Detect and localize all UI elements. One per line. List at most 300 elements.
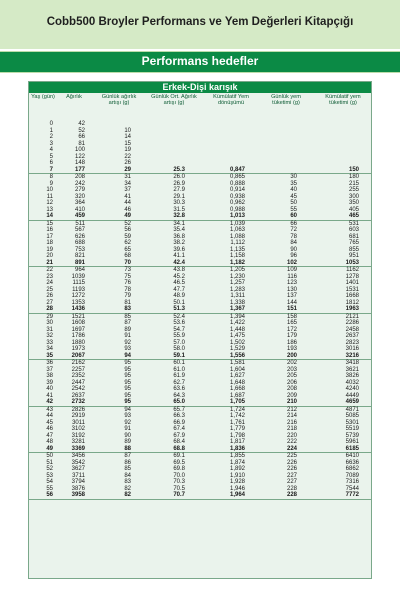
table-cell: 2257 (71, 366, 85, 373)
table-cell: 24 (46, 280, 53, 286)
table-cell: 6 (49, 160, 53, 166)
table-cell: 68.4 (173, 439, 185, 445)
table-cell: 84 (290, 240, 297, 246)
table-cell: 1039 (71, 273, 85, 280)
table-cell: 47.7 (173, 286, 185, 293)
table-cell: 122 (74, 153, 85, 160)
table-cell: 1436 (71, 306, 85, 312)
table-cell: 19 (124, 147, 131, 153)
table-cell: 66 (78, 134, 85, 140)
table-cell: 2067 (71, 352, 85, 359)
col-header-age: Yaş (gün) (31, 94, 55, 100)
table-cell: 2121 (345, 313, 359, 320)
table-cell: 1,742 (229, 413, 245, 419)
table-cell: 69.8 (173, 466, 185, 472)
table-row (29, 492, 371, 499)
table-group (29, 407, 371, 454)
table-cell: 81 (124, 299, 131, 306)
table-cell: 35 (290, 180, 297, 187)
table-cell: 90 (124, 432, 131, 439)
table-group (29, 360, 371, 407)
table-cell: 66 (290, 220, 297, 227)
table-cell: 52.4 (173, 313, 185, 320)
table-cell: 89 (124, 326, 131, 333)
table-cell: 3 (49, 140, 53, 147)
table-cell: 13 (46, 206, 53, 213)
table-cell: 6636 (345, 459, 359, 466)
table-cell: 45 (290, 193, 297, 200)
table-cell: 1608 (71, 320, 85, 326)
table-cell: 0,988 (229, 206, 245, 213)
table-cell: 212 (286, 406, 297, 413)
table-cell: 15 (124, 140, 131, 147)
table-cell: 1,475 (229, 333, 245, 339)
table-cell: 50 (290, 200, 297, 206)
table-cell: 72 (290, 227, 297, 233)
table-cell: 1,604 (229, 366, 245, 373)
table-cell: 95 (124, 392, 131, 399)
table-cell: 1193 (72, 286, 85, 293)
table-cell: 180 (348, 174, 359, 180)
table-cell: 31 (46, 326, 53, 333)
table-cell: 1053 (345, 259, 359, 266)
table-cell: 1,135 (229, 246, 245, 253)
header-band (0, 0, 400, 49)
table-cell: 92 (124, 419, 131, 426)
table-cell: 1697 (71, 326, 85, 333)
table-cell: 4032 (345, 379, 359, 386)
table-cell: 38.2 (173, 240, 185, 246)
table-cell: 29 (46, 313, 53, 320)
table-cell: 688 (74, 240, 85, 246)
table-cell: 891 (74, 259, 85, 266)
table-cell: 364 (74, 200, 85, 206)
table-cell: 1,257 (229, 280, 245, 286)
table-cell: 8 (49, 174, 53, 180)
table-cell: 46 (46, 426, 53, 432)
table-cell: 95 (124, 366, 131, 373)
table-cell: 4871 (345, 406, 359, 413)
table-cell: 172 (286, 326, 297, 333)
table-cell: 3369 (71, 445, 85, 452)
table-cell: 350 (348, 200, 359, 206)
table-cell: 1,367 (229, 306, 245, 312)
table-cell: 1,088 (229, 233, 245, 240)
table-cell: 109 (286, 267, 297, 273)
table-cell: 10 (46, 187, 53, 193)
table-cell: 70.0 (173, 472, 185, 479)
table-cell: 56 (124, 227, 131, 233)
table-cell: 6185 (345, 445, 359, 452)
table-cell: 228 (286, 492, 297, 498)
table-cell: 60.1 (173, 360, 185, 366)
table-cell: 61.0 (173, 366, 185, 373)
table-cell: 30 (46, 320, 53, 326)
table-cell: 0,847 (229, 166, 245, 173)
table-cell: 83 (124, 306, 131, 312)
table-cell: 66.9 (173, 419, 185, 426)
table-cell: 31.5 (173, 206, 185, 213)
table-cell: 102 (286, 259, 297, 266)
table-group (29, 221, 371, 268)
table-cell: 30.3 (173, 200, 185, 206)
table-cell: 67.4 (173, 426, 185, 432)
table-cell: 14 (124, 134, 131, 140)
table-cell: 1,039 (229, 220, 245, 227)
table-cell: 93 (124, 413, 131, 419)
table-cell: 203 (286, 366, 297, 373)
table-cell: 130 (286, 286, 297, 293)
table-cell: 70.5 (173, 485, 185, 492)
table-cell: 84 (124, 472, 131, 479)
table-cell: 1353 (71, 299, 85, 306)
table-cell: 49 (46, 445, 53, 452)
table-cell: 225 (286, 453, 297, 459)
col-header-weight: Ağırlık (66, 94, 82, 100)
table-cell: 1,648 (229, 379, 245, 386)
table-cell: 56 (46, 492, 53, 498)
table-cell: 95 (124, 386, 131, 392)
table-cell: 206 (286, 379, 297, 386)
performance-table (28, 81, 372, 579)
table-cell: 1,283 (229, 286, 245, 293)
table-cell: 34 (124, 180, 131, 187)
table-cell: 42 (46, 399, 53, 405)
col-header-daily-feed: Günlük yem tüketimi (g) (271, 94, 301, 107)
table-cell: 205 (286, 373, 297, 379)
table-cell: 1,529 (229, 346, 245, 352)
table-cell: 57.0 (173, 339, 185, 346)
table-cell: 1,311 (230, 293, 245, 299)
table-cell: 951 (348, 253, 359, 259)
table-cell: 41 (46, 392, 53, 399)
table-cell: 2352 (71, 373, 85, 379)
table-group (29, 174, 371, 221)
table-cell: 3418 (345, 360, 359, 366)
table-cell: 7772 (345, 492, 359, 498)
table-cell: 0,865 (229, 174, 245, 180)
table-cell: 165 (286, 320, 297, 326)
table-cell: 151 (286, 306, 297, 312)
table-cell: 31 (124, 174, 131, 180)
table-cell: 29.1 (173, 193, 185, 200)
table-cell: 0,938 (229, 193, 245, 200)
table-cell: 1,338 (229, 299, 245, 306)
table-cell: 95 (124, 399, 131, 405)
table-cell: 405 (348, 206, 359, 213)
table-cell: 82 (124, 485, 131, 492)
table-cell: 42.4 (173, 259, 185, 266)
table-cell: 59 (124, 233, 131, 240)
table-cell: 0 (49, 121, 53, 127)
table-cell: 4 (49, 147, 53, 153)
table-cell: 48.9 (173, 293, 185, 299)
table-cell: 94 (124, 352, 131, 359)
table-cell: 208 (286, 386, 297, 392)
table-cell: 459 (74, 213, 85, 219)
table-cell: 7089 (345, 472, 359, 479)
table-cell: 3102 (71, 426, 85, 432)
table-cell: 45 (46, 419, 53, 426)
table-cell: 2732 (71, 399, 85, 405)
table-cell: 32.8 (173, 213, 185, 219)
table-row (29, 213, 371, 220)
table-cell: 1973 (71, 346, 85, 352)
table-group (29, 314, 371, 361)
table-cell: 9 (49, 180, 53, 187)
table-cell: 210 (286, 399, 297, 405)
table-cell: 1,761 (229, 419, 245, 426)
table-cell: 220 (286, 432, 297, 439)
table-cell: 95 (124, 373, 131, 379)
table-cell: 214 (286, 413, 297, 419)
table-cell: 200 (286, 352, 297, 359)
table-cell: 1,817 (229, 439, 245, 445)
section-title: Performans hedefler (141, 54, 259, 68)
table-cell: 186 (286, 339, 297, 346)
table-cell: 227 (286, 479, 297, 485)
table-cell: 177 (74, 166, 85, 173)
table-cell: 116 (287, 273, 297, 280)
table-cell: 1278 (345, 273, 359, 280)
table-cell: 15 (46, 220, 53, 227)
table-cell: 1,705 (229, 399, 245, 405)
table-cell: 100 (74, 147, 85, 153)
table-cell: 21 (46, 259, 53, 266)
table-cell: 567 (74, 227, 85, 233)
table-body (29, 121, 371, 500)
table-cell: 40 (290, 187, 297, 193)
table-cell: 3711 (72, 472, 85, 479)
table-cell: 1,798 (229, 432, 245, 439)
table-cell: 1 (49, 127, 53, 134)
table-cell: 1,836 (229, 445, 245, 452)
table-cell: 64.3 (173, 392, 185, 399)
table-cell: 242 (74, 180, 85, 187)
table-cell: 22 (124, 153, 131, 160)
table-cell: 65 (124, 246, 131, 253)
table-cell: 6410 (345, 453, 359, 459)
table-cell: 68.8 (173, 445, 185, 452)
table-cell: 2637 (71, 392, 85, 399)
table-cell: 5519 (345, 426, 359, 432)
table-cell: 3826 (345, 373, 359, 379)
table-cell: 27.9 (173, 187, 185, 193)
table-cell: 52 (78, 127, 85, 134)
table-cell: 1,422 (229, 320, 245, 326)
table-cell: 73 (124, 267, 131, 273)
table-cell: 1162 (346, 267, 359, 273)
table-cell: 51.3 (173, 306, 185, 312)
table-cell: 1401 (345, 280, 359, 286)
table-cell: 123 (286, 280, 297, 286)
table-cell: 34.1 (173, 220, 185, 227)
table-cell: 1880 (71, 339, 85, 346)
table-cell: 2447 (71, 379, 85, 386)
table-cell: 0,888 (229, 180, 245, 187)
table-cell: 81 (78, 140, 85, 147)
table-cell: 18 (46, 240, 53, 246)
table-cell: 255 (348, 187, 359, 193)
table-cell: 226 (286, 459, 297, 466)
table-cell: 40 (46, 386, 53, 392)
table-cell: 41.1 (173, 253, 185, 259)
table-cell: 320 (74, 193, 85, 200)
table-cell: 20 (46, 253, 53, 259)
section-bar (0, 51, 400, 73)
table-cell: 93 (124, 346, 131, 352)
table-cell: 44 (46, 413, 53, 419)
table-cell: 1,112 (230, 240, 245, 246)
table-cell: 1,779 (229, 426, 245, 432)
table-cell: 227 (286, 472, 297, 479)
table-cell: 26.0 (173, 174, 185, 180)
table-cell: 158 (286, 313, 297, 320)
table-cell: 90 (290, 246, 297, 253)
table-cell: 76 (124, 280, 131, 286)
table-cell: 5739 (345, 432, 359, 439)
table-cell: 87 (124, 453, 131, 459)
table-cell: 137 (286, 293, 297, 299)
table-cell: 4240 (345, 386, 359, 392)
table-cell: 53 (46, 472, 53, 479)
table-cell: 3216 (345, 352, 359, 359)
table-cell: 1963 (345, 306, 359, 312)
table-cell: 60 (290, 213, 297, 219)
table-cell: 43 (46, 406, 53, 413)
table-cell: 511 (75, 220, 85, 227)
table-cell: 753 (74, 246, 85, 253)
table-cell: 1,063 (229, 227, 245, 233)
table-cell: 10 (124, 127, 131, 134)
table-cell: 33 (46, 339, 53, 346)
table-cell: 1,946 (229, 485, 245, 492)
table-cell: 25 (46, 286, 53, 293)
table-cell: 78 (124, 286, 131, 293)
table-cell: 1,668 (229, 386, 245, 392)
table-cell: 68 (124, 253, 131, 259)
table-cell: 54.7 (173, 326, 185, 333)
document-title: Cobb500 Broyler Performans ve Yem Değerleri Kitapçığı (46, 16, 354, 28)
table-cell: 65.0 (173, 399, 185, 405)
table-cell: 88 (124, 445, 131, 452)
table-cell: 94 (124, 406, 131, 413)
table-cell: 215 (348, 180, 359, 187)
table-cell: 54 (46, 479, 53, 485)
table-cell: 4449 (345, 392, 359, 399)
table-cell: 1,874 (229, 459, 245, 466)
table-cell: 681 (348, 233, 359, 240)
table-cell: 1272 (71, 293, 85, 299)
table-cell: 27 (46, 299, 53, 306)
table-cell: 1,964 (229, 492, 245, 498)
col-header-avg-daily-gain: Günlük Ort. Ağırlık artışı (g) (151, 94, 197, 107)
table-cell: 85 (124, 466, 131, 472)
table-cell: 62 (124, 240, 131, 246)
table-cell: 208 (74, 174, 85, 180)
table-cell: 38 (46, 373, 53, 379)
table-cell: 32 (46, 333, 53, 339)
table-cell: 70.7 (173, 492, 185, 498)
table-cell: 626 (74, 233, 85, 240)
table-cell: 55 (46, 485, 53, 492)
table-cell: 3016 (345, 346, 359, 352)
table-cell: 16 (46, 227, 53, 233)
table-cell: 5961 (345, 439, 359, 445)
table-cell: 1,394 (229, 313, 245, 320)
table-cell: 1,928 (229, 479, 245, 485)
table-cell: 47 (46, 432, 53, 439)
table-cell: 37 (46, 366, 53, 373)
table-cell: 3627 (71, 466, 85, 472)
table-row (29, 260, 371, 267)
table-cell: 3876 (71, 485, 85, 492)
table-cell: 193 (286, 346, 297, 352)
table-cell: 91 (124, 426, 131, 432)
table-cell: 5301 (345, 419, 359, 426)
table-row (29, 399, 371, 406)
table-cell: 179 (286, 333, 297, 339)
table-cell: 2823 (345, 339, 359, 346)
table-cell: 1786 (71, 333, 85, 339)
table-cell: 35 (46, 352, 53, 359)
table-cell: 67.9 (173, 432, 185, 439)
table-cell: 26 (124, 160, 131, 166)
table-cell: 1,448 (229, 326, 245, 333)
table-cell: 28 (46, 306, 53, 312)
table-cell: 150 (348, 166, 359, 173)
table-cell: 17 (46, 233, 53, 240)
table-cell: 2826 (71, 406, 85, 413)
col-header-cum-feed: Kümülatif yem tüketimi (g) (325, 94, 361, 107)
table-cell: 7 (49, 166, 53, 173)
table-cell: 69.1 (173, 453, 185, 459)
table-cell: 0,914 (229, 187, 245, 193)
table-cell: 226 (286, 466, 297, 472)
table-cell: 36.8 (173, 233, 185, 240)
table-cell: 52 (124, 220, 131, 227)
table-cell: 1,627 (229, 373, 245, 379)
table-cell: 1,724 (229, 406, 245, 413)
table-cell: 1,502 (229, 339, 245, 346)
table-row (29, 446, 371, 453)
table-cell: 0,962 (229, 200, 245, 206)
table-row (29, 167, 371, 174)
table-group (29, 267, 371, 314)
table-cell: 48 (46, 439, 53, 445)
table-cell: 222 (286, 439, 297, 445)
table-cell: 19 (46, 246, 53, 253)
table-cell: 224 (286, 445, 297, 452)
table-cell: 51 (46, 459, 53, 466)
table-cell: 279 (74, 187, 85, 193)
table-cell: 218 (286, 426, 297, 432)
table-cell: 3621 (345, 366, 359, 373)
table-cell: 11 (46, 193, 53, 200)
table-cell: 1,581 (229, 360, 245, 366)
table-cell: 6862 (345, 466, 359, 472)
table-cell: 603 (348, 227, 359, 233)
table-cell: 39 (46, 379, 53, 386)
table-cell: 765 (348, 240, 359, 246)
table-cell: 12 (46, 200, 53, 206)
table-cell: 300 (348, 193, 359, 200)
table-cell: 228 (286, 485, 297, 492)
table-cell: 92 (124, 339, 131, 346)
table-cell: 3192 (71, 432, 85, 439)
table-cell: 531 (348, 220, 359, 227)
table-cell: 1,855 (229, 453, 245, 459)
